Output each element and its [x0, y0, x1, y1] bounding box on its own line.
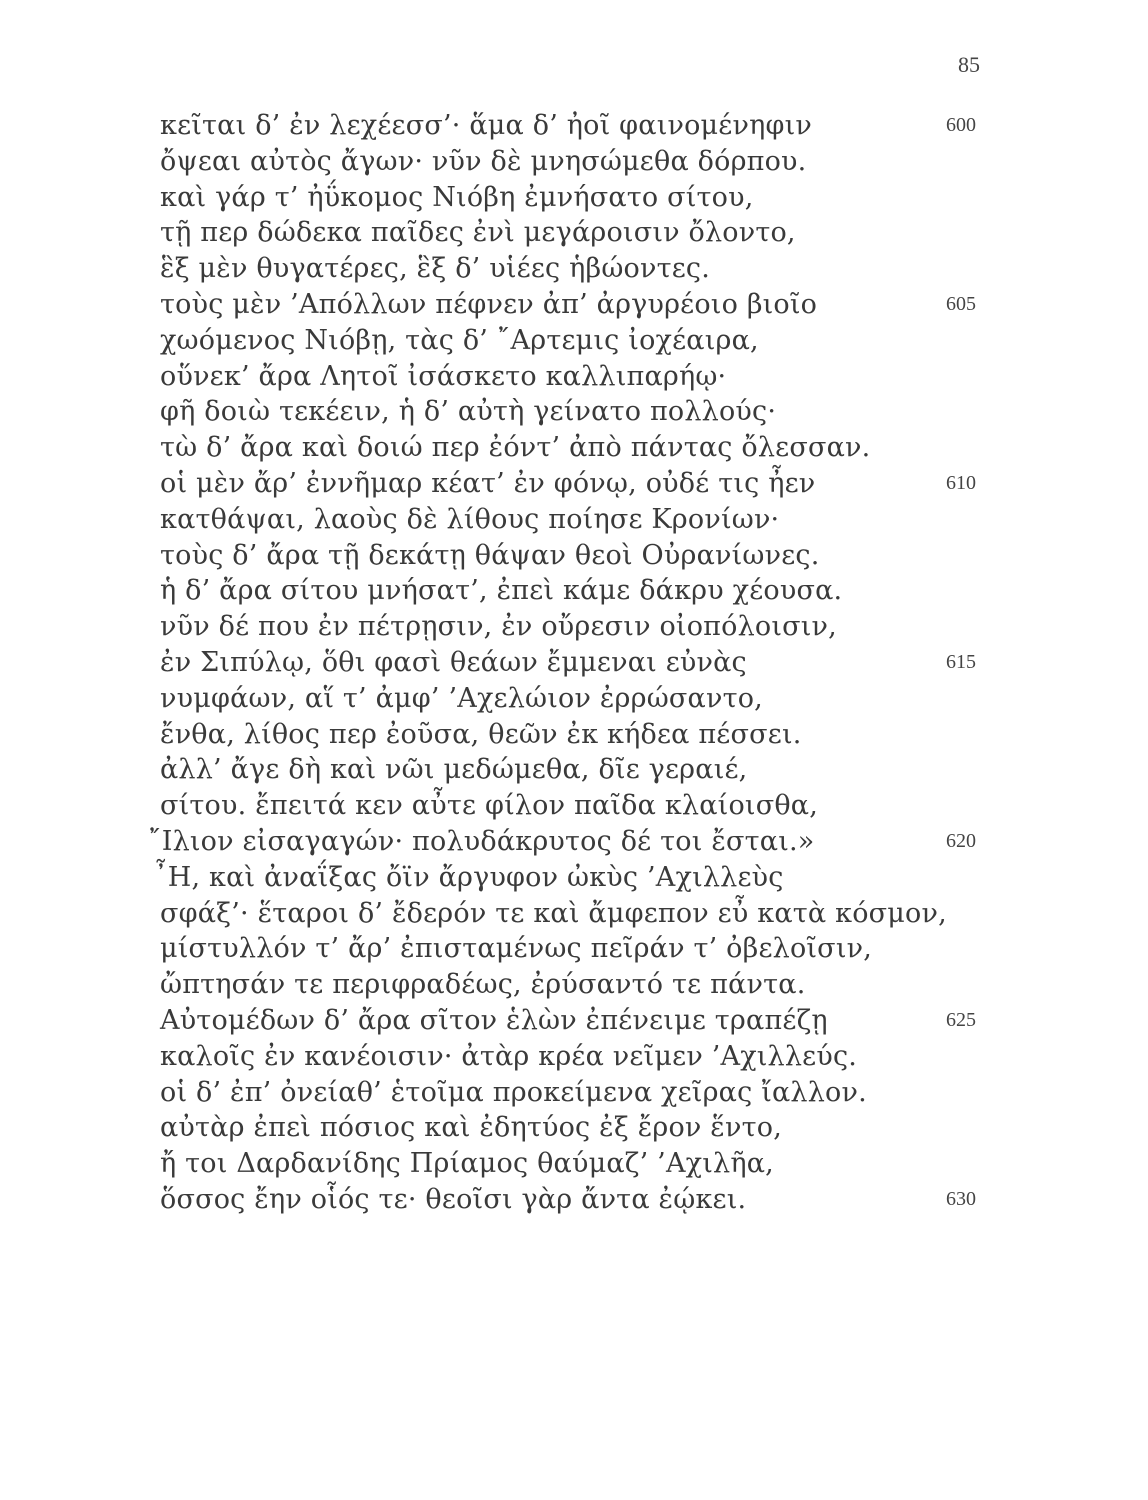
verse-text: ὄψεαι αὐτὸς ἄγων· νῦν δὲ μνησώμεθα δόρπου. — [160, 145, 807, 177]
verse-line — [0, 645, 1148, 681]
verse-line — [0, 824, 1148, 860]
verse-text: οὕνεκ’ ἄρα Λητοῖ ἰσάσκετο καλλιπαρήῳ· — [160, 360, 727, 392]
verse-line — [0, 287, 1148, 323]
verse-text: ὤπτησάν τε περιφραδέως, ἐρύσαντό τε πάντα. — [160, 969, 806, 1001]
verse-line — [0, 1075, 1148, 1111]
verse-line — [0, 180, 1148, 216]
verse-text: νῦν δέ που ἐν πέτρῃσιν, ἐν οὔρεσιν οἰοπόλοισιν, — [160, 611, 837, 643]
line-number: 605 — [946, 292, 976, 315]
verse-text: σίτου. ἔπειτά κεν αὖτε φίλον παῖδα κλαίοισθα, — [160, 790, 819, 822]
verse-line — [0, 108, 1148, 144]
verse-text: ῎Ιλιον εἰσαγαγών· πολυδάκρυτος δέ τοι ἔσται.» — [148, 825, 815, 857]
verse-text: ἔνθα, λίθος περ ἐοῦσα, θεῶν ἐκ κήδεα πέσσει. — [160, 718, 802, 750]
verse-line — [0, 609, 1148, 645]
verse-line — [0, 538, 1148, 574]
line-number: 610 — [946, 471, 976, 494]
verse-text: χωόμενος Νιόβῃ, τὰς δ’ ῎Αρτεμις ἰοχέαιρα, — [160, 324, 759, 356]
verse-line — [0, 573, 1148, 609]
verse-text: ὅσσος ἔην οἷός τε· θεοῖσι γὰρ ἄντα ἐῴκει. — [160, 1183, 747, 1215]
verse-line — [0, 788, 1148, 824]
verse-text: ἀλλ’ ἄγε δὴ καὶ νῶι μεδώμεθα, δῖε γεραιέ, — [160, 754, 748, 786]
verse-text: κατθάψαι, λαοὺς δὲ λίθους ποίησε Κρονίων· — [160, 503, 780, 535]
verse-text: σφάξ’· ἕταροι δ’ ἔδερόν τε καὶ ἄμφεπον εὖ κατὰ κόσμον, — [160, 897, 947, 929]
verse-line — [0, 466, 1148, 502]
line-number: 630 — [946, 1187, 976, 1210]
verse-text: ἐν Σιπύλῳ, ὅθι φασὶ θεάων ἔμμεναι εὐνὰς — [160, 646, 747, 678]
verse-line — [0, 717, 1148, 753]
verse-line — [0, 752, 1148, 788]
verse-line — [0, 1146, 1148, 1182]
verse-line — [0, 215, 1148, 251]
verse-block — [0, 108, 1148, 1218]
line-number: 620 — [946, 829, 976, 852]
verse-text: τὼ δ’ ἄρα καὶ δοιώ περ ἐόντ’ ἀπὸ πάντας ὄλεσσαν. — [160, 432, 871, 464]
verse-line — [0, 394, 1148, 430]
verse-text: ἤ τοι Δαρδανίδης Πρίαμος θαύμαζ’ ’Αχιλῆα, — [160, 1148, 774, 1180]
verse-text: ῏Η, καὶ ἀναΐξας ὄϊν ἄργυφον ὠκὺς ’Αχιλλεὺς — [154, 861, 784, 893]
verse-line — [0, 896, 1148, 932]
verse-text: τοὺς δ’ ἄρα τῇ δεκάτῃ θάψαν θεοὶ Οὐρανίωνες. — [160, 539, 820, 571]
verse-text: μίστυλλόν τ’ ἄρ’ ἐπισταμένως πεῖράν τ’ ὀβελοῖσιν, — [160, 933, 872, 965]
verse-text: αὐτὰρ ἐπεὶ πόσιος καὶ ἐδητύος ἐξ ἔρον ἕντο, — [160, 1112, 782, 1144]
verse-line — [0, 430, 1148, 466]
verse-text: κεῖται δ’ ἐν λεχέεσσ’· ἅμα δ’ ἠοῖ φαινομένηφιν — [160, 110, 812, 141]
verse-line — [0, 681, 1148, 717]
verse-line — [0, 502, 1148, 538]
verse-line — [0, 251, 1148, 287]
verse-text: τῇ περ δώδεκα παῖδες ἐνὶ μεγάροισιν ὄλοντο, — [160, 217, 796, 249]
verse-text: Αὐτομέδων δ’ ἄρα σῖτον ἑλὼν ἐπένειμε τραπέζῃ — [160, 1004, 828, 1036]
verse-line — [0, 967, 1148, 1003]
line-number: 615 — [946, 650, 976, 673]
verse-line — [0, 1039, 1148, 1075]
verse-text: καλοῖς ἐν κανέοισιν· ἀτὰρ κρέα νεῖμεν ’Αχιλλεύς. — [160, 1040, 858, 1072]
verse-text: οἱ δ’ ἐπ’ ὀνείαθ’ ἑτοῖμα προκείμενα χεῖρας ἴαλλον. — [160, 1076, 867, 1108]
verse-text: ἡ δ’ ἄρα σίτου μνήσατ’, ἐπεὶ κάμε δάκρυ χέουσα. — [160, 575, 843, 607]
verse-line — [0, 1110, 1148, 1146]
verse-line — [0, 1182, 1148, 1218]
line-number: 600 — [946, 114, 976, 136]
page-number: 85 — [958, 52, 980, 77]
verse-text: νυμφάων, αἵ τ’ ἀμφ’ ’Αχελώιον ἐρρώσαντο, — [160, 682, 763, 714]
verse-text: καὶ γάρ τ’ ἠΰκομος Νιόβη ἐμνήσατο σίτου, — [160, 181, 754, 213]
verse-line — [0, 931, 1148, 967]
verse-line — [0, 1003, 1148, 1039]
line-number: 625 — [946, 1008, 976, 1031]
verse-text: οἱ μὲν ἄρ’ ἐννῆμαρ κέατ’ ἐν φόνῳ, οὐδέ τις ἦεν — [160, 467, 816, 499]
verse-text: τοὺς μὲν ’Απόλλων πέφνεν ἀπ’ ἀργυρέοιο βιοῖο — [160, 288, 818, 320]
verse-line — [0, 860, 1148, 896]
verse-text: ἓξ μὲν θυγατέρες, ἓξ δ’ υἱέες ἡβώοντες. — [160, 253, 711, 285]
verse-line — [0, 144, 1148, 180]
verse-text: φῆ δοιὼ τεκέειν, ἡ δ’ αὐτὴ γείνατο πολλούς· — [160, 396, 777, 428]
verse-line — [0, 323, 1148, 359]
verse-line — [0, 359, 1148, 395]
